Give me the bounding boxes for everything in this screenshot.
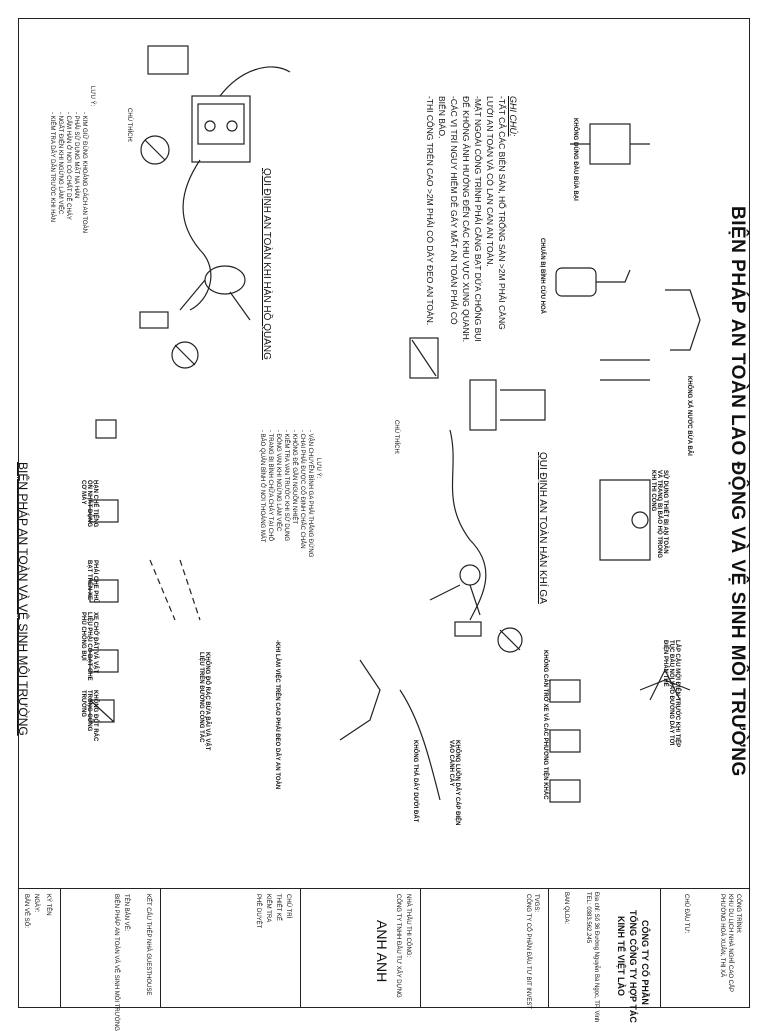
hammer-icon bbox=[590, 124, 630, 164]
gas-note: - VẬN CHUYỂN BÌNH GA PHẢI THẲNG ĐỨNG bbox=[307, 430, 313, 558]
section-arc-welding: QUI ĐỊNH AN TOÀN KHI HÀN HỒ QUANG bbox=[261, 168, 272, 360]
title-block-border bbox=[18, 888, 750, 889]
notes-heading: GHI CHÚ: bbox=[508, 96, 518, 137]
tb-project: KHU DU LỊCH NHÀ NGHỈ CAO CẤP bbox=[727, 894, 733, 993]
tb-company-addr: Địa chỉ: Số 36 Đường Nguyễn Bá Ngọc, TP. Vinh bbox=[593, 892, 599, 1023]
tb-company-2: TỔNG CÔNG TY HỢP TÁC bbox=[628, 910, 638, 1023]
caption-electric-rules: -KHI LÀM VIỆC TRÊN CAO PHẢI ĐEO DÂY AN TOÀN bbox=[274, 640, 280, 790]
gas-note: - KIỂM TRA VAN TRƯỚC KHI SỬ DỤNG bbox=[283, 430, 289, 542]
tb-divider bbox=[160, 888, 161, 1008]
caption-noise: HẠN CHẾ TIẾNG ỒN NHẤT ĐỘNG CƠ MÁY bbox=[80, 480, 98, 528]
section-gas-welding: QUI ĐỊNH AN TOÀN HÀN KHÍ GA bbox=[537, 452, 548, 604]
gas-note: - ĐÓNG VAN KHI NGỪNG LÀM VIỆC bbox=[275, 430, 281, 532]
tb-divider bbox=[60, 888, 61, 1008]
welding-machine-icon bbox=[192, 96, 250, 162]
tb-company-1: CÔNG TY CỔ PHẦN bbox=[640, 920, 650, 1005]
caption-extinguisher: CHUẨN BỊ BÌNH CỨU HOẢ bbox=[539, 238, 545, 314]
tree-icon bbox=[340, 660, 380, 740]
tb-drawing-name: BIỆN PHÁP AN TOÀN VÀ VỆ SINH MÔI TRƯỜNG bbox=[113, 894, 119, 1031]
caption-no-hammer: KHÔNG DÙNG ĐẦU BÚA BẠI bbox=[572, 118, 578, 201]
gas-cylinder-icon bbox=[470, 380, 496, 430]
tb-job: KẾT CẤU THÉP NHÀ GUESTHOUSE bbox=[145, 894, 151, 996]
gas-note: - CHAI PHẢI ĐƯỢC CỐ ĐỊNH CHẮC CHẮN bbox=[299, 430, 305, 549]
tb-divider bbox=[660, 888, 661, 1008]
tb-drawing-label: TÊN BẢN VẼ: bbox=[123, 894, 129, 932]
tb-company-3: KINH TẾ VIỆT LÀO bbox=[616, 916, 626, 997]
covered-truck-icon bbox=[90, 500, 118, 522]
tb-role-2: THIẾT KẾ bbox=[275, 894, 281, 921]
truck-icon bbox=[550, 680, 580, 702]
gas-note: - TRANG BỊ BÌNH CHỮA CHÁY TẠI CHỖ bbox=[267, 430, 273, 542]
sheet-subtitle: BIỆN PHÁP AN TOÀN VÀ VỆ SINH MÔI TRƯỜNG bbox=[16, 462, 30, 736]
tb-contractor-name: ANH ANH bbox=[374, 920, 390, 983]
arc-note-title: LƯU Ý: bbox=[89, 86, 95, 107]
tb-date-label: NGÀY: bbox=[33, 894, 39, 913]
tb-seal-label: BAN QLDA: bbox=[563, 892, 569, 925]
machine-noise-icon bbox=[96, 420, 116, 438]
tb-role-1: CHỦ TRÌ bbox=[285, 894, 291, 919]
tb-divider bbox=[548, 888, 549, 1008]
tb-company-tel: TEL: 0383.562.245 bbox=[585, 892, 591, 944]
dump-truck-icon bbox=[90, 650, 118, 672]
arc-note: - PHẢI SỬ DỤNG MẶT NẠ HÀN bbox=[73, 112, 79, 199]
tb-contractor-1: CÔNG TY TNHH ĐẦU TƯ XÂY DỰNG bbox=[395, 894, 401, 998]
extinguisher-icon bbox=[556, 268, 596, 296]
tb-divider bbox=[420, 888, 421, 1008]
sheet-title: BIỆN PHÁP AN TOÀN LAO ĐỘNG VÀ VỆ SINH MÔI TRƯỜNG bbox=[727, 206, 748, 777]
arc-note: - KIỂM TRA DÂY DẪN TRƯỚC KHI HÀN bbox=[49, 112, 55, 222]
tb-consultant: CÔNG TY CỔ PHẦN ĐẦU TƯ BIT INVEST bbox=[525, 894, 531, 1010]
gas-welder-icon bbox=[460, 565, 480, 585]
note-line: -TẤT CẢ CÁC BIÊN SÀN, HỐ TRỐNG SÀN >2M PHẢI CĂNG LƯỚI AN TOÀN VÀ CÓ LAN CAN AN TOÀN. bbox=[485, 96, 507, 330]
arc-note: - KIM GIỮ ĐÚNG KHOẢNG CÁCH AN TOÀN bbox=[81, 112, 87, 233]
gas-note: - BẢO QUẢN BÌNH Ở NƠI THOÁNG MÁT bbox=[259, 430, 265, 543]
pipe-icon bbox=[665, 290, 700, 350]
caption-cover-truck: PHẢI CHE PHỦ BẠT TRÊN XE bbox=[86, 560, 98, 604]
gas-note: - KHÔNG ĐỂ GẦN NGUỒN NHIỆT bbox=[291, 430, 297, 525]
tb-contractor-label: NHÀ THẦU THI CÔNG: bbox=[405, 894, 411, 958]
tb-project-label: CÔNG TRÌNH: bbox=[735, 894, 741, 934]
gas-note-title: LƯU Ý: bbox=[315, 458, 321, 479]
tb-location: PHƯỜNG HOÀ XUÂN, THỊ XÃ bbox=[719, 894, 725, 978]
caption-no-dump: KHÔNG ĐỔ RÁC BỪA BÃI VÀ VẬT LIỆU TRÊN ĐƯỜNG CÔNG TÁC bbox=[198, 652, 210, 751]
caption-cover-material: XE CHỞ ĐẤT VÀ VẬT LIỆU PHẢI CÓ BẠT CHE PHỦ CHỐNG BỤI bbox=[80, 612, 98, 681]
tb-sheet-no: BẢN VẼ SỐ: bbox=[23, 894, 29, 929]
gas-legend-title: CHÚ THÍCH: bbox=[393, 420, 399, 455]
caption-harness: SỬ DỤNG THIẾT BỊ AN TOÀN VÀ TRANG BỊ BẢO HỘ TRONG KHI THI CÔNG bbox=[650, 470, 668, 558]
harness-worker-icon bbox=[600, 480, 650, 560]
caption-no-cable-tree: KHÔNG LUỒN DÂY CÁP ĐIỆN VÀO CÀNH CÂY bbox=[448, 740, 460, 826]
caption-no-water-discharge: KHÔNG XẢ NƯỚC BỪA BÃI bbox=[686, 376, 692, 456]
tb-divider bbox=[300, 888, 301, 1008]
note-line: -MẶT NGOÀI CÔNG TRÌNH PHẢI CĂNG BẠT DỨA CHỐNG BỤI ĐỂ KHÔNG ẢNH HƯỞNG ĐẾN CÁC KHU VỰC XUNG QUANH. bbox=[461, 96, 483, 343]
caption-no-vehicles: KHÔNG CĂN TRỞ XE VÀ CÁC PHƯƠNG TIỆN KHÁC bbox=[542, 650, 548, 800]
tb-owner-label: CHỦ ĐẦU TƯ: bbox=[683, 894, 689, 934]
tb-sign-label: KÝ TÊN bbox=[45, 894, 51, 916]
caption-no-burn: KHÔNG ĐỐT RÁC TRONG CÔNG TRƯỜNG bbox=[80, 690, 98, 742]
arc-note: - CẤM HÀN Ở NƠI CÓ CHẤT DỄ CHÁY bbox=[65, 112, 71, 220]
arc-note: - NGẮT ĐIỆN KHI NGỪNG LÀM VIỆC bbox=[57, 112, 63, 215]
material-truck-icon bbox=[90, 580, 118, 602]
caption-power-line: LẮP CẦU MỚI ĐIỆN TRƯỚC KHI TIẾP TỤC ĐẦU NỐI VÀO ĐƯỜNG DÂY TỚI ĐIỆN PHÂN THẾ bbox=[662, 640, 680, 747]
tb-consultant-label: TVGS: bbox=[533, 894, 539, 913]
caption-no-wire-ground: KHÔNG THẢ DÂY DƯỚI ĐẤT bbox=[412, 740, 418, 823]
power-tower-icon bbox=[640, 670, 690, 700]
note-line: -THI CÔNG TRÊN CAO >2M PHẢI CÓ DÂY ĐEO AN TOÀN. bbox=[425, 96, 435, 326]
tb-role-3: KIỂM TRA bbox=[265, 894, 271, 923]
tb-role-4: PHÊ DUYỆT bbox=[255, 894, 261, 929]
note-line: -CÁC VỊ TRÍ NGUY HIỂM DỄ GÂY MẤT AN TOÀN PHẢI CÓ BIỂN BÁO. bbox=[437, 96, 459, 325]
arc-legend-title: CHÚ THÍCH: bbox=[126, 108, 132, 143]
